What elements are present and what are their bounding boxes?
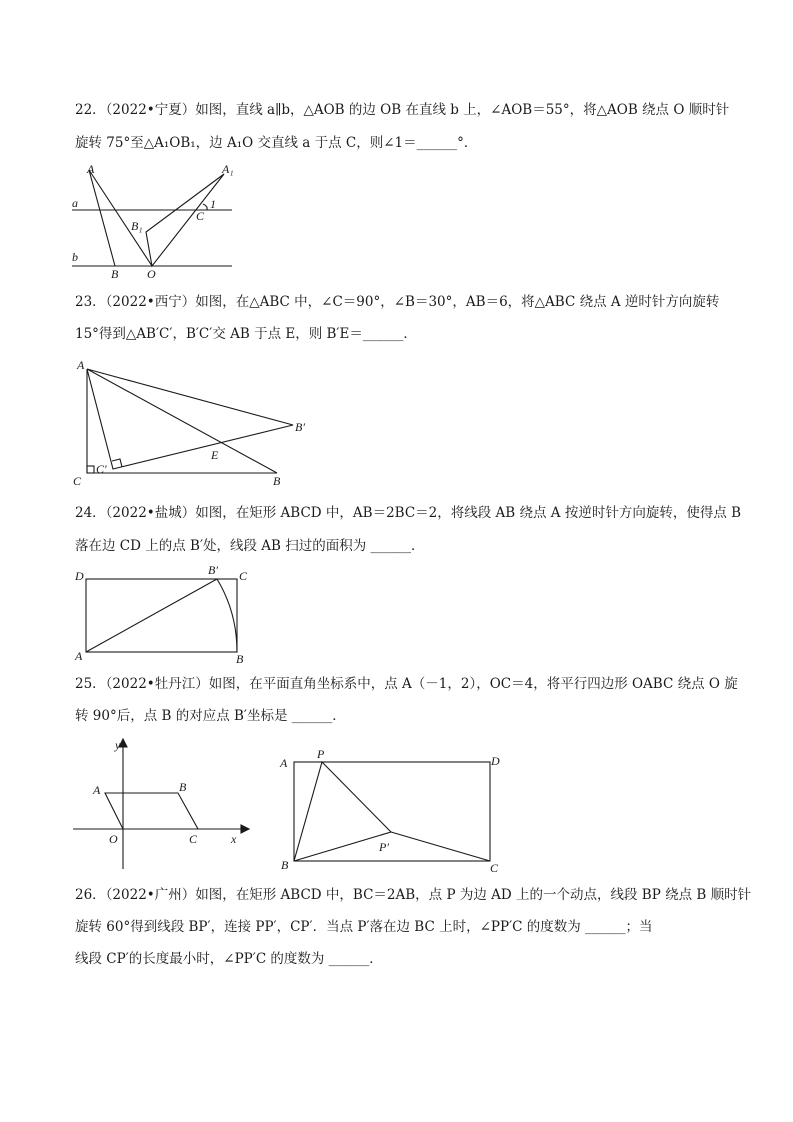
- triangle-A1OB1: [146, 174, 224, 266]
- label-C: C: [490, 861, 499, 875]
- label-D: D: [491, 754, 500, 768]
- figure-25-coordinate: [65, 735, 255, 875]
- label-O: O: [109, 832, 118, 846]
- problem-23-line-1: 23．（2022•西宁）如图，在△ABC 中，∠C＝90°，∠B＝30°，AB＝6，将△ABC 绕点 A 逆时针方向旋转: [75, 294, 720, 310]
- segment-PpC: [391, 832, 490, 861]
- figure-24: [65, 560, 265, 670]
- label-C: C: [73, 474, 82, 488]
- label-Bp: B′: [295, 420, 305, 434]
- triangle-ABpCp: [87, 369, 293, 469]
- triangle-BPPp: [294, 762, 391, 861]
- label-A: A: [93, 783, 101, 797]
- right-angle-Cp: [112, 459, 122, 467]
- right-angle-C: [87, 466, 94, 473]
- problem-24-line-1: 24．（2022•盐城）如图，在矩形 ABCD 中，AB＝2BC＝2，将线段 AB 绕点 A 按逆时针方向旋转，使得点 B: [75, 505, 742, 521]
- segment-ABp: [86, 579, 217, 652]
- rectangle-ABCD: [86, 579, 237, 652]
- label-B: B: [111, 267, 119, 280]
- label-E: E: [211, 448, 219, 462]
- label-B: B: [281, 858, 289, 872]
- label-b: b: [72, 250, 78, 264]
- x-axis-arrow: [241, 825, 249, 833]
- label-angle-1: 1: [210, 197, 216, 211]
- label-B: B: [236, 652, 244, 666]
- problem-26-line-2: 旋转 60°得到线段 BP′，连接 PP′，CP′．当点 P′落在边 BC 上时，∠PP′C 的度数为 ______；当: [75, 919, 653, 935]
- problem-22-line-1: 22．（2022•宁夏）如图，直线 a∥b，△AOB 的边 OB 在直线 b 上，∠AOB＝55°，将△AOB 绕点 O 顺时针: [75, 102, 730, 118]
- label-x: x: [231, 832, 237, 846]
- label-y: y: [115, 738, 121, 752]
- label-a: a: [72, 196, 78, 210]
- label-C: C: [196, 209, 205, 223]
- figure-22: [60, 160, 250, 280]
- label-B: B: [179, 780, 187, 794]
- triangle-ABC: [87, 369, 277, 473]
- label-P: P: [317, 747, 325, 761]
- label-A: A: [77, 358, 85, 372]
- label-B: B: [273, 474, 281, 488]
- label-B1: B₁: [131, 219, 143, 233]
- problem-26-line-1: 26．（2022•广州）如图，在矩形 ABCD 中，BC＝2AB，点 P 为边 AD 上的一个动点，线段 BP 绕点 B 顺时针: [75, 887, 752, 903]
- label-Cp: C′: [96, 462, 107, 476]
- problem-22-line-2: 旋转 75°至△A₁OB₁，边 A₁O 交直线 a 于点 C，则∠1＝______°．: [75, 135, 478, 151]
- problem-24-line-2: 落在边 CD 上的点 B′处，线段 AB 扫过的面积为 ______．: [75, 538, 425, 554]
- rectangle-ABCD: [294, 762, 490, 861]
- problem-26-line-3: 线段 CP′的长度最小时，∠PP′C 的度数为 ______．: [75, 951, 383, 967]
- label-Bp: B′: [208, 563, 218, 577]
- label-A: A: [75, 649, 83, 663]
- label-Pp: P′: [379, 840, 389, 854]
- triangle-AOB: [89, 170, 152, 266]
- figure-25-rectangle: [275, 745, 515, 875]
- arc-BBp: [217, 579, 237, 652]
- problem-25-line-1: 25．（2022•牡丹江）如图，在平面直角坐标系中，点 A（－1，2），OC＝4，将平行四边形 OABC 绕点 O 旋: [75, 676, 738, 692]
- problem-23-line-2: 15°得到△AB′C′，B′C′交 AB 于点 E，则 B′E＝______．: [75, 326, 417, 342]
- label-C: C: [189, 832, 198, 846]
- label-A1: A₁: [222, 162, 234, 176]
- label-C: C: [239, 569, 248, 583]
- label-D: D: [75, 569, 84, 583]
- parallelogram-OABC: [105, 793, 198, 829]
- problem-25-line-2: 转 90°后，点 B 的对应点 B′坐标是 ______．: [75, 708, 346, 724]
- label-O: O: [147, 267, 156, 280]
- label-A: A: [280, 756, 288, 770]
- label-A: A: [87, 162, 95, 176]
- figure-23: [65, 355, 325, 490]
